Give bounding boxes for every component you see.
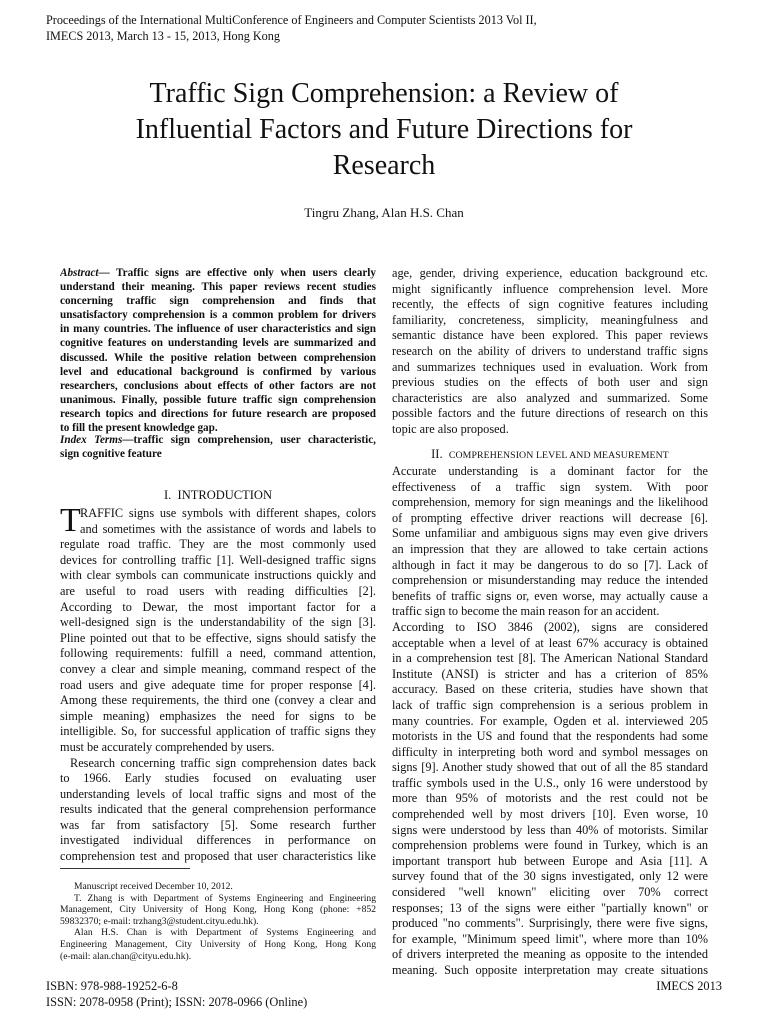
footnote-line: (e-mail: alan.chan@cityu.edu.hk). [60, 950, 192, 962]
body-line: acceptable when a level of at least 67% accuracy is obtained [392, 635, 708, 650]
footnotes [60, 881, 376, 962]
footer-isbn [46, 979, 307, 1010]
body-line: accuracy. Based on these criteria, studies have shown that [392, 682, 708, 697]
intro-line: must be accurately comprehended by users. [60, 739, 275, 754]
abstract-line: level and educational background is confirmed by various [60, 365, 376, 378]
body-line: of drivers interpreted the meaning as opposite to the intended [392, 947, 708, 962]
abstract-line: concerning traffic sign comprehension and finds that [60, 295, 376, 308]
intro-line: to 1966. Early studies focused on evaluating user [60, 771, 376, 786]
body-line: although in fact it may be dangerous to do so [7]. Lack of [392, 557, 708, 572]
isbn-text: ISBN: 978-988-19252-6-8 [46, 979, 178, 993]
index-terms-label: Index Terms [60, 434, 123, 446]
index-terms-line: sign cognitive feature [60, 448, 162, 461]
intro-line: devices for controlling traffic [1]. Well-designed traffic signs [60, 552, 376, 567]
intro-continuation [392, 266, 708, 438]
body-line: recently, the effects of sign cognitive features including [392, 297, 708, 312]
section2-body [392, 464, 708, 979]
body-line: more than 95% of motorists and the rest could not be [392, 791, 708, 806]
abstract-line: in many countries. The influence of user characteristics and sign [60, 323, 376, 336]
index-terms [60, 433, 376, 461]
intro-line: Among these requirements, the third one (convey a clear and [60, 693, 376, 708]
body-line: comprehension, memory for sign meanings and the likelihood [392, 495, 708, 510]
title-line: Traffic Sign Comprehension: a Review of [149, 78, 619, 109]
body-line: comprehended well by most drivers [10]. Even worse, 10 [392, 807, 708, 822]
abstract-line: to fill the present knowledge gap. [60, 422, 218, 435]
intro-line: regulate road traffic. They are the most commonly used [60, 537, 376, 552]
paper-title [40, 76, 728, 184]
body-line: an impression that they are allowed to take certain actions [392, 541, 708, 556]
intro-line: results indicated that the general comprehension performance [60, 802, 376, 817]
body-line: signs were understood by less than 40% of motorists. Similar [392, 822, 708, 837]
authors: Tingru Zhang, Alan H.S. Chan [304, 205, 464, 220]
footnote-line: Manuscript received December 10, 2012. [74, 881, 233, 892]
footnote-line: Alan H.S. Chan is with Department of Systems Engineering and [74, 927, 376, 939]
intro-line: comprehension test and proposed that user characteristics like [60, 849, 376, 864]
intro-line: and sometimes with the assistance of words and labels to [80, 521, 376, 536]
intro-line: well-designed sign is the understandability of the sign [3]. [60, 615, 376, 630]
body-line: difficulty in interpreting both word and symbol messages on [392, 744, 708, 759]
body-line: traffic symbols used in the U.S., only 16 were understood by [392, 775, 708, 790]
body-line: According to ISO 3846 (2002), signs are considered [392, 619, 708, 634]
footnote-rule [60, 868, 190, 869]
abstract-line: discussed. While the positive relation between comprehension [60, 351, 376, 364]
abstract [60, 266, 376, 435]
intro-line: road users and give adequate time for proper response [4]. [60, 677, 376, 692]
intro-line: was far from satisfactory [5]. Some research further [60, 817, 376, 832]
title-line: Influential Factors and Future Directions for [135, 114, 633, 145]
intro-line: simple meaning) emphasizes the need for signs to be [60, 708, 376, 723]
abstract-line: unanimous. Finally, possible future traffic sign comprehension [60, 393, 376, 406]
header-line-2: IMECS 2013, March 13 - 15, 2013, Hong Kong [46, 29, 280, 43]
body-line: responses; 13 of the signs were either "partially known" or [392, 900, 708, 915]
body-line: semantic distance have been explored. This paper reviews [392, 328, 708, 343]
body-line: research on the ability of drivers to understand traffic signs [392, 343, 708, 358]
intro-line: with clear symbols can communicate instructions quickly and [60, 568, 376, 583]
body-line: might significantly influence comprehension level. More [392, 281, 708, 296]
body-line: comprehension or misunderstanding may reduce the intended [392, 573, 708, 588]
body-line: signs [9]. Another study showed that out of all the 85 standard [392, 760, 708, 775]
body-line: age, gender, driving experience, education background etc. [392, 266, 708, 280]
body-line: for example, "Minimum speed limit", where more than 10% [392, 931, 708, 946]
title-line: Research [332, 150, 436, 181]
body-line: considered "well known" eliciting over 70% correct [392, 885, 708, 900]
body-line: benefits of traffic signs or, even worse, may actually cause a [392, 588, 708, 603]
body-line: many countries. For example, Ogden et al. interviewed 205 [392, 713, 708, 728]
intro-line: convey a clear and simple meaning, command respect of the [60, 661, 376, 676]
body-line: comprehension problems were found in Turkey, which is an [392, 838, 708, 853]
abstract-line: research topics and directions for future research are proposed [60, 407, 376, 420]
body-line: in a comprehension test [8]. The American National Standard [392, 651, 708, 666]
footer-conference: IMECS 2013 [656, 979, 722, 993]
abstract-line: unsatisfactory comprehension is a common problem for drivers [60, 309, 376, 322]
body-line: familiarity, concreteness, simplicity, meaningfulness and [392, 312, 708, 327]
abstract-label: Abstract [60, 267, 99, 279]
proceedings-header [46, 12, 537, 44]
body-line: traffic sign to become the main reason for an accident. [392, 604, 660, 619]
body-line: Accurate understanding is a dominant factor for the [392, 464, 708, 478]
drop-cap: T [60, 502, 81, 539]
body-line: produced "no comments". Surprisingly, there were five signs, [392, 916, 708, 931]
issn-text: ISSN: 2078-0958 (Print); ISSN: 2078-0966 (Online) [46, 994, 308, 1009]
abstract-line: Abstract— Traffic signs are effective only when users clearly [60, 267, 376, 279]
intro-line: According to Dewar, the most important factor for a [60, 599, 376, 614]
abstract-line: cognitive features on understanding levels are summarized and [60, 337, 376, 350]
body-line: possible factors and the future directions of research on this [392, 406, 708, 421]
section-heading-introduction: I. INTRODUCTION [164, 488, 272, 502]
body-line: effectiveness of a traffic sign system. With poor [392, 479, 708, 494]
body-line: and summarizes techniques used in evaluation. Work from [392, 359, 708, 374]
header-line-1: Proceedings of the International MultiConference of Engineers and Computer Scientists 2013 Vol II, [46, 13, 537, 27]
body-line: topic are also proposed. [392, 421, 509, 436]
body-line: lack of traffic sign comprehension is a serious problem in [392, 697, 708, 712]
intro-line: intelligible. So, for successful application of traffic signs they [60, 724, 376, 739]
intro-line: following requirements: fulfill a need, command attention, [60, 646, 376, 661]
intro-line: understanding levels of local traffic signs and most of the [60, 786, 376, 801]
body-line: survey found that of the 30 signs investigated, only 12 were [392, 869, 708, 884]
body-line: motorists in the US and found that the respondents had some [392, 729, 708, 744]
introduction-body [60, 502, 376, 865]
body-line: previous studies on the effects of both user and sign [392, 375, 708, 390]
intro-line: investigated individual differences in performance on [60, 833, 376, 848]
section-heading-comprehension: II. COMPREHENSION LEVEL AND MEASUREMENT [431, 447, 669, 461]
body-line: Some unfamiliar and ambiguous signs may even give drivers [392, 526, 708, 541]
intro-line: RAFFIC signs use symbols with different shapes, colors [80, 506, 376, 520]
body-line: characteristics are also analyzed and summarized. Some [392, 390, 708, 405]
intro-line: are useful to road users with reading difficulties [2]. [60, 583, 376, 598]
abstract-line: understand their meaning. This paper reviews recent studies [60, 281, 376, 294]
intro-line: Research concerning traffic sign comprehension dates back [70, 755, 376, 770]
footnote-line: 59832370; e-mail: trzhang3@student.cityu.edu.hk). [60, 915, 259, 927]
footnote-line: Engineering Management, City University of Hong Kong, Hong Kong [60, 938, 376, 950]
body-line: of prompting effective driver reactions will decrease [6]. [392, 510, 708, 525]
footnote-line: Management, City University of Hong Kong, Hong Kong (phone: +852 [60, 904, 376, 916]
body-line: meaning. Such opposite interpretation may create situations [392, 963, 708, 977]
intro-line: Pline pointed out that to be effective, signs should satisfy the [60, 630, 376, 645]
body-line: important transport hub between Europe and Asia [11]. A [392, 853, 708, 868]
index-terms-line: Index Terms—traffic sign comprehension, user characteristic, [60, 434, 376, 446]
body-line: Institute (ANSI) is stricter and has a criterion of 85% [392, 666, 708, 681]
abstract-line: researchers, conclusions about effects of other factors are not [60, 379, 376, 392]
footnote-line: T. Zhang is with Department of Systems Engineering and Engineering [74, 892, 376, 904]
